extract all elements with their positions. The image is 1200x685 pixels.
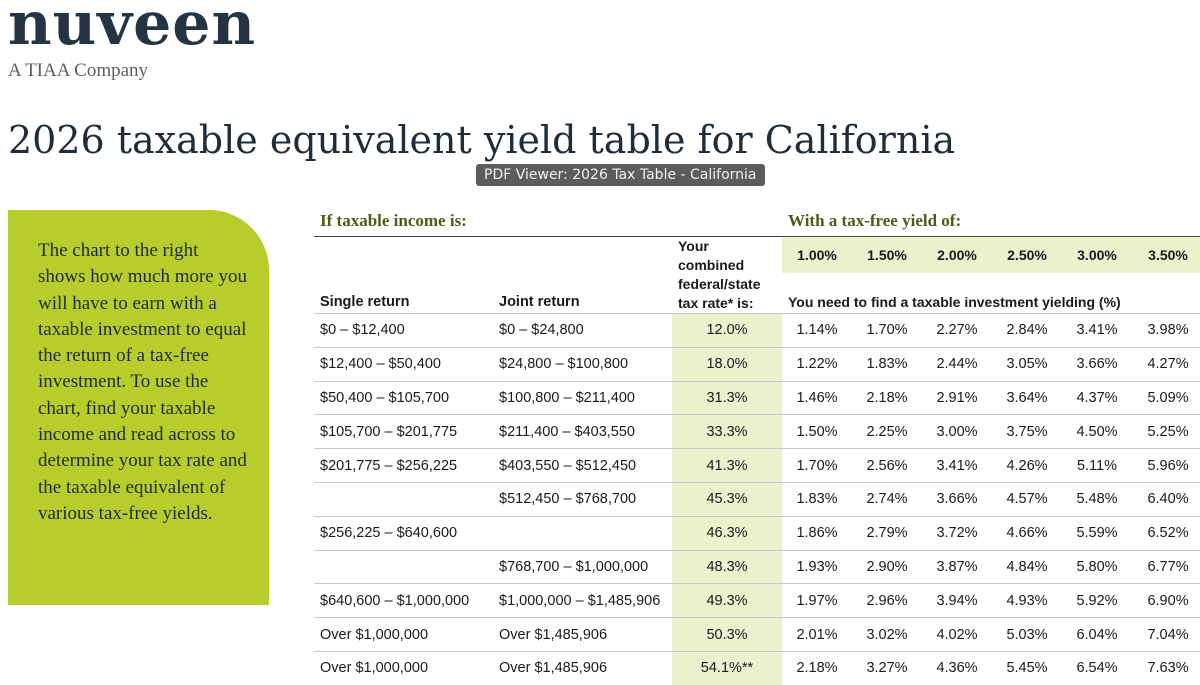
explanation-panel <box>8 210 269 605</box>
joint-income-range: $24,800 – $100,800 <box>493 347 672 381</box>
taxable-equivalent-yield: 3.87% <box>922 550 992 584</box>
table-row <box>314 415 1200 449</box>
taxable-equivalent-yield: 2.18% <box>852 381 922 415</box>
taxable-equivalent-yield: 1.93% <box>782 550 852 584</box>
taxable-equivalent-yield: 1.83% <box>782 482 852 516</box>
table-row <box>314 584 1200 618</box>
yield-table <box>314 206 1200 685</box>
taxable-equivalent-yield: 1.97% <box>782 584 852 618</box>
taxable-equivalent-yield: 6.54% <box>1062 651 1132 684</box>
joint-income-range: $211,400 – $403,550 <box>493 415 672 449</box>
combined-rate-heading: Your combined federal/state tax rate* is: <box>672 237 782 314</box>
taxable-equivalent-yield: 2.74% <box>852 482 922 516</box>
taxable-equivalent-yield: 5.96% <box>1132 449 1200 483</box>
taxable-equivalent-yield: 3.05% <box>992 347 1062 381</box>
joint-income-range <box>493 516 672 550</box>
taxable-equivalent-yield: 4.93% <box>992 584 1062 618</box>
single-income-range <box>314 550 493 584</box>
single-income-range: $50,400 – $105,700 <box>314 381 493 415</box>
taxable-equivalent-yield: 1.70% <box>782 449 852 483</box>
taxable-equivalent-yield: 5.09% <box>1132 381 1200 415</box>
taxable-equivalent-yield: 5.25% <box>1132 415 1200 449</box>
taxable-equivalent-yield: 1.86% <box>782 516 852 550</box>
joint-income-range: $512,450 – $768,700 <box>493 482 672 516</box>
taxable-equivalent-yield: 3.98% <box>1132 314 1200 348</box>
taxable-equivalent-yield: 6.04% <box>1062 618 1132 652</box>
single-return-heading: Single return <box>320 294 410 310</box>
logo-tagline: A TIAA Company <box>8 60 149 81</box>
single-income-range: $201,775 – $256,225 <box>314 449 493 483</box>
combined-tax-rate: 33.3% <box>672 415 782 449</box>
page-title: 2026 taxable equivalent yield table for California <box>8 118 956 162</box>
taxable-equivalent-yield: 2.25% <box>852 415 922 449</box>
taxable-equivalent-yield: 2.27% <box>922 314 992 348</box>
taxable-yield-subheading: You need to find a taxable investment yielding (%) <box>788 294 1121 310</box>
combined-tax-rate: 45.3% <box>672 482 782 516</box>
taxable-equivalent-yield: 2.96% <box>852 584 922 618</box>
table-row <box>314 516 1200 550</box>
taxable-equivalent-yield: 2.91% <box>922 381 992 415</box>
taxable-equivalent-yield: 1.14% <box>782 314 852 348</box>
combined-tax-rate: 12.0% <box>672 314 782 348</box>
taxable-equivalent-yield: 4.02% <box>922 618 992 652</box>
tax-free-yield-1: 1.00% <box>782 237 852 273</box>
taxable-equivalent-yield: 3.41% <box>922 449 992 483</box>
joint-income-range: $768,700 – $1,000,000 <box>493 550 672 584</box>
tax-free-yield-6: 3.50% <box>1132 237 1200 273</box>
combined-tax-rate: 31.3% <box>672 381 782 415</box>
income-heading: If taxable income is: <box>320 211 467 230</box>
joint-income-range: Over $1,485,906 <box>493 618 672 652</box>
taxable-equivalent-yield: 7.04% <box>1132 618 1200 652</box>
joint-income-range: Over $1,485,906 <box>493 651 672 684</box>
taxable-equivalent-yield: 4.26% <box>992 449 1062 483</box>
combined-tax-rate: 49.3% <box>672 584 782 618</box>
joint-income-range: $100,800 – $211,400 <box>493 381 672 415</box>
taxable-equivalent-yield: 3.27% <box>852 651 922 684</box>
table-row <box>314 381 1200 415</box>
taxable-equivalent-yield: 3.64% <box>992 381 1062 415</box>
combined-tax-rate: 48.3% <box>672 550 782 584</box>
joint-income-range: $0 – $24,800 <box>493 314 672 348</box>
taxable-equivalent-yield: 3.75% <box>992 415 1062 449</box>
taxable-equivalent-yield: 3.41% <box>1062 314 1132 348</box>
tax-free-yield-3: 2.00% <box>922 237 992 273</box>
taxable-equivalent-yield: 4.27% <box>1132 347 1200 381</box>
taxable-equivalent-yield: 5.48% <box>1062 482 1132 516</box>
table-row <box>314 482 1200 516</box>
taxable-equivalent-yield: 4.50% <box>1062 415 1132 449</box>
combined-tax-rate: 41.3% <box>672 449 782 483</box>
tax-free-yield-heading: With a tax-free yield of: <box>788 211 962 230</box>
joint-income-range: $1,000,000 – $1,485,906 <box>493 584 672 618</box>
tax-free-yield-5: 3.00% <box>1062 237 1132 273</box>
taxable-equivalent-yield: 1.70% <box>852 314 922 348</box>
tax-free-yield-4: 2.50% <box>992 237 1062 273</box>
single-income-range: Over $1,000,000 <box>314 651 493 684</box>
joint-income-range: $403,550 – $512,450 <box>493 449 672 483</box>
tax-free-yield-2: 1.50% <box>852 237 922 273</box>
taxable-equivalent-yield: 3.72% <box>922 516 992 550</box>
combined-tax-rate: 50.3% <box>672 618 782 652</box>
table-row <box>314 347 1200 381</box>
single-income-range: Over $1,000,000 <box>314 618 493 652</box>
nuveen-logo: nuveen <box>8 0 257 59</box>
single-income-range: $0 – $12,400 <box>314 314 493 348</box>
table-row <box>314 651 1200 684</box>
single-income-range <box>314 482 493 516</box>
taxable-equivalent-yield: 1.50% <box>782 415 852 449</box>
table-row <box>314 449 1200 483</box>
taxable-equivalent-yield: 3.66% <box>922 482 992 516</box>
taxable-equivalent-yield: 3.94% <box>922 584 992 618</box>
taxable-equivalent-yield: 4.36% <box>922 651 992 684</box>
table-row <box>314 618 1200 652</box>
taxable-equivalent-yield: 3.02% <box>852 618 922 652</box>
taxable-equivalent-yield: 4.37% <box>1062 381 1132 415</box>
combined-tax-rate: 54.1%** <box>672 651 782 684</box>
taxable-equivalent-yield: 6.40% <box>1132 482 1200 516</box>
taxable-equivalent-yield: 2.44% <box>922 347 992 381</box>
single-income-range: $640,600 – $1,000,000 <box>314 584 493 618</box>
single-income-range: $256,225 – $640,600 <box>314 516 493 550</box>
taxable-equivalent-yield: 6.52% <box>1132 516 1200 550</box>
taxable-equivalent-yield: 5.03% <box>992 618 1062 652</box>
taxable-equivalent-yield: 5.45% <box>992 651 1062 684</box>
joint-return-heading: Joint return <box>499 294 580 310</box>
taxable-equivalent-yield: 3.66% <box>1062 347 1132 381</box>
taxable-equivalent-yield: 2.84% <box>992 314 1062 348</box>
taxable-equivalent-yield: 2.56% <box>852 449 922 483</box>
taxable-equivalent-yield: 4.84% <box>992 550 1062 584</box>
taxable-equivalent-yield: 6.90% <box>1132 584 1200 618</box>
single-income-range: $12,400 – $50,400 <box>314 347 493 381</box>
taxable-equivalent-yield: 1.83% <box>852 347 922 381</box>
taxable-equivalent-yield: 1.46% <box>782 381 852 415</box>
taxable-equivalent-yield: 5.92% <box>1062 584 1132 618</box>
taxable-equivalent-yield: 5.80% <box>1062 550 1132 584</box>
taxable-equivalent-yield: 4.66% <box>992 516 1062 550</box>
table-row <box>314 550 1200 584</box>
taxable-equivalent-yield: 7.63% <box>1132 651 1200 684</box>
taxable-equivalent-yield: 2.90% <box>852 550 922 584</box>
table-row <box>314 314 1200 348</box>
taxable-equivalent-yield: 2.01% <box>782 618 852 652</box>
taxable-equivalent-yield: 3.00% <box>922 415 992 449</box>
taxable-equivalent-yield: 5.59% <box>1062 516 1132 550</box>
single-income-range: $105,700 – $201,775 <box>314 415 493 449</box>
taxable-equivalent-yield: 2.79% <box>852 516 922 550</box>
taxable-equivalent-yield: 5.11% <box>1062 449 1132 483</box>
taxable-equivalent-yield: 4.57% <box>992 482 1062 516</box>
combined-tax-rate: 18.0% <box>672 347 782 381</box>
taxable-equivalent-yield: 2.18% <box>782 651 852 684</box>
taxable-equivalent-yield: 1.22% <box>782 347 852 381</box>
explanation-text: The chart to the right shows how much more you will have to earn with a taxable investment to equal the return of a tax-free investment. To use the chart, find your taxable income and read across to determine your tax rate and the taxable equivalent of various tax-free yields. <box>38 240 247 524</box>
taxable-equivalent-yield: 6.77% <box>1132 550 1200 584</box>
combined-tax-rate: 46.3% <box>672 516 782 550</box>
pdf-viewer-tooltip: PDF Viewer: 2026 Tax Table - California <box>476 164 765 186</box>
